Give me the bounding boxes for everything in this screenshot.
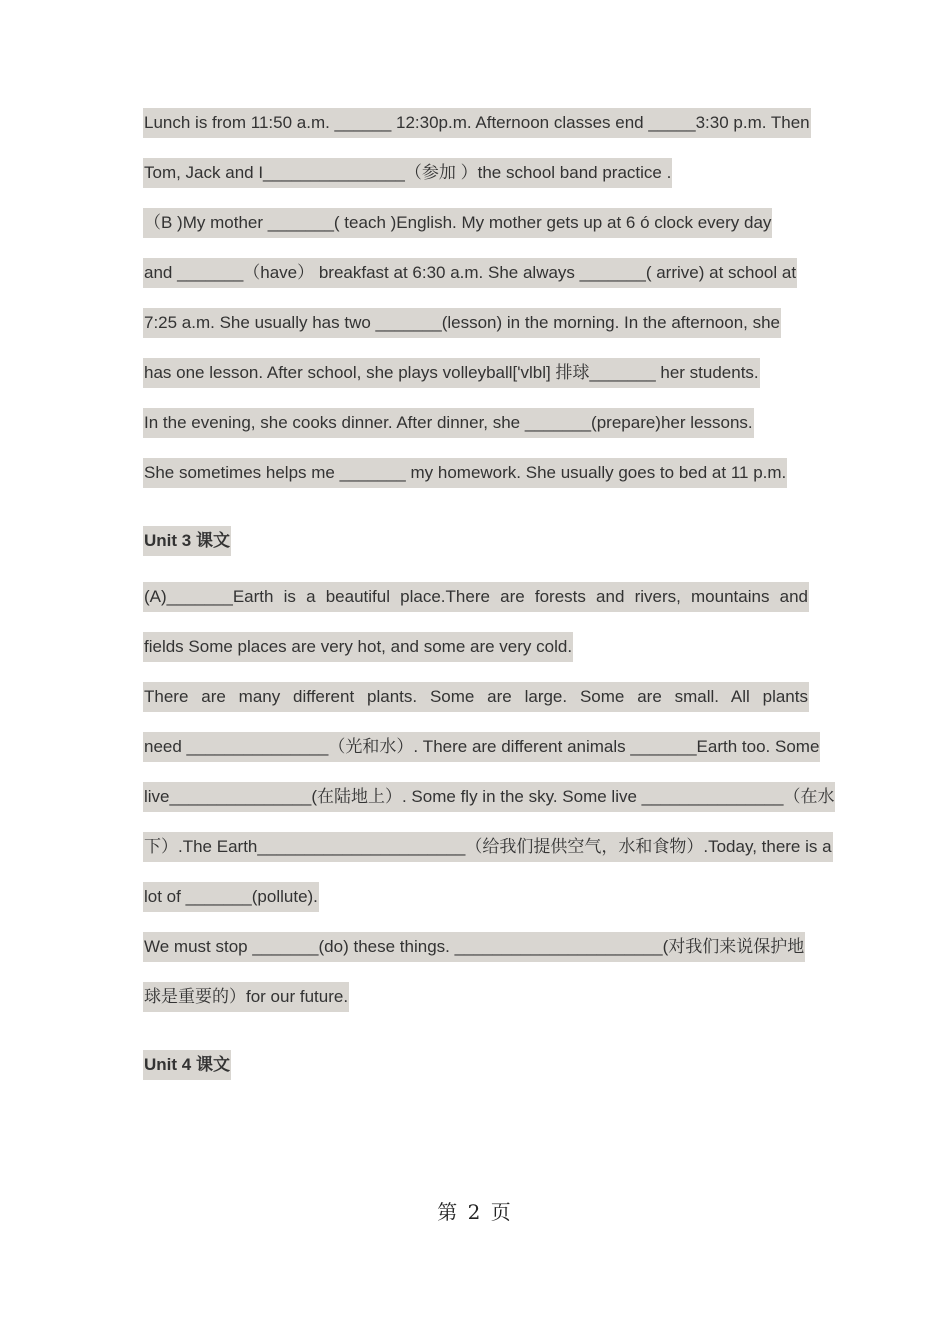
- text-line: need _______________（光和水）. There are different animals _______Earth too. Some: [143, 732, 820, 762]
- unit4-heading: Unit 4 课文: [143, 1050, 231, 1080]
- text-line: We must stop _______(do) these things. ______________________(对我们来说保护地: [143, 932, 805, 962]
- text-line: lot of _______(pollute).: [143, 882, 319, 912]
- text-line: In the evening, she cooks dinner. After dinner, she _______(prepare)her lessons.: [143, 408, 754, 438]
- text-line: （B )My mother _______( teach )English. My mother gets up at 6 ó clock every day: [143, 208, 772, 238]
- text-line: Tom, Jack and I_______________（参加 ）the school band practice .: [143, 158, 672, 188]
- text-line: There are many different plants. Some are large. Some are small. All plants: [143, 682, 809, 712]
- page-number: 第 2 页: [437, 1200, 513, 1224]
- unit3-heading: Unit 3 课文: [143, 526, 231, 556]
- text-line: (A)_______Earth is a beautiful place.There are forests and rivers, mountains and: [143, 582, 809, 612]
- text-line: She sometimes helps me _______ my homework. She usually goes to bed at 11 p.m.: [143, 458, 787, 488]
- text-line: and _______（have） breakfast at 6:30 a.m. She always _______( arrive) at school at: [143, 258, 797, 288]
- text-line: live_______________(在陆地上）. Some fly in the sky. Some live _______________（在水: [143, 782, 835, 812]
- text-line: Lunch is from 11:50 a.m. ______ 12:30p.m. Afternoon classes end _____3:30 p.m. Then: [143, 108, 811, 138]
- text-line: 球是重要的）for our future.: [143, 982, 349, 1012]
- text-line: has one lesson. After school, she plays volleyball['vlbl] 排球_______ her students.: [143, 358, 760, 388]
- text-line: fields Some places are very hot, and some are very cold.: [143, 632, 573, 662]
- text-line: 下）.The Earth______________________（给我们提供空气，水和食物）.Today, there is a: [143, 832, 833, 862]
- text-line: 7:25 a.m. She usually has two _______(lesson) in the morning. In the afternoon, she: [143, 308, 781, 338]
